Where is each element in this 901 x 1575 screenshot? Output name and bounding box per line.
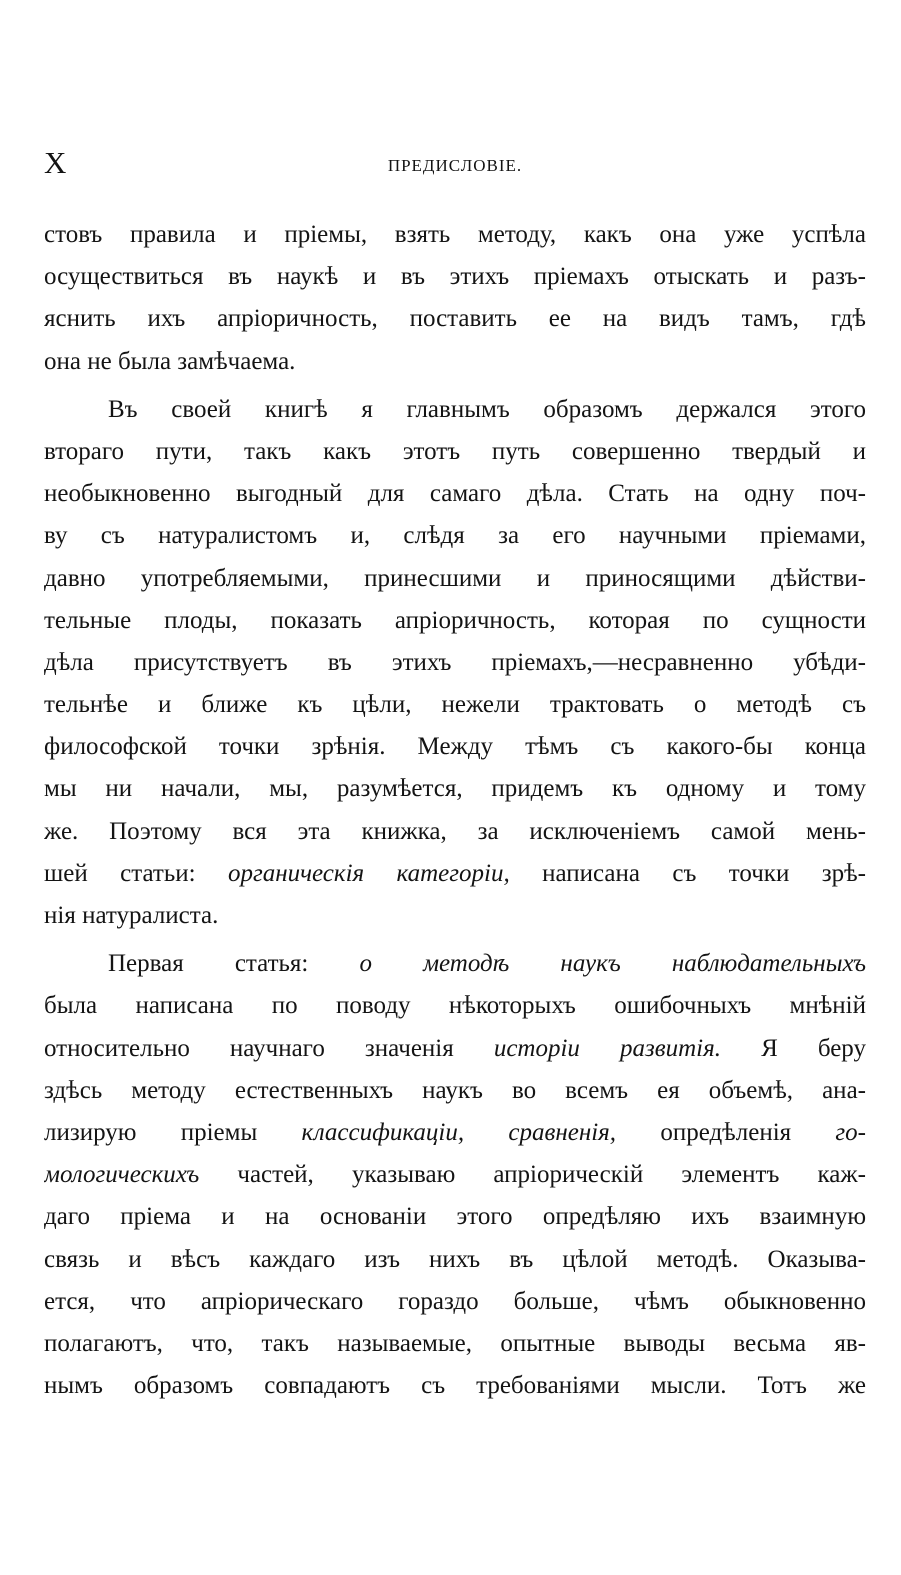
paragraph xyxy=(44,214,866,383)
paragraph xyxy=(44,389,866,937)
text-line: осуществиться въ наукѣ и въ этихъ пріемахъ отыскать и разъ- xyxy=(44,263,866,291)
text-line: была написана по поводу нѣкоторыхъ ошибочныхъ мнѣній xyxy=(44,992,866,1020)
text-line: ву съ натуралистомъ и, слѣдя за его научными пріемами, xyxy=(44,522,866,550)
italic-term: о методѣ наукъ наблюдательныхъ xyxy=(359,950,866,978)
text-line: дѣла присутствуетъ въ этихъ пріемахъ,—несравненно убѣди- xyxy=(44,648,866,676)
text-line: тельнѣе и ближе къ цѣли, нежели трактовать о методѣ съ xyxy=(44,691,866,719)
italic-term: органическія категоріи, xyxy=(227,859,510,887)
paragraph xyxy=(44,943,866,1407)
text-line: нымъ образомъ совпадаютъ съ требованіями мысли. Тотъ же xyxy=(44,1372,866,1400)
text-line: нія натуралиста. xyxy=(44,902,219,929)
italic-term: го- xyxy=(835,1118,866,1146)
body-text xyxy=(44,214,866,1407)
page-number: X xyxy=(44,145,68,180)
text-line: стовъ правила и пріемы, взять методу, какъ она уже успѣла xyxy=(44,221,866,248)
text-line: здѣсь методу естественныхъ наукъ во всемъ ея объемѣ, ана- xyxy=(44,1076,866,1104)
text-line: давно употребляемыми, принесшими и приносящими дѣйстви- xyxy=(44,564,866,592)
text-line: мологическихъ частей, указываю апріорическій элементъ каж- xyxy=(44,1161,866,1189)
italic-term: исторіи развитія. xyxy=(493,1034,721,1062)
running-title: ПРЕДИСЛОВІЕ. xyxy=(387,156,523,175)
text-line: даго пріема и на основаніи этого опредѣляю ихъ взаимную xyxy=(44,1203,866,1231)
text-line: лизирую пріемы классификаціи, сравненія, опредѣленія го- xyxy=(44,1118,866,1146)
italic-term: классификаціи, сравненія, xyxy=(301,1118,617,1146)
text-line: она не была замѣчаема. xyxy=(44,347,296,375)
text-line: необыкновенно выгодный для самаго дѣла. Стать на одну поч- xyxy=(44,480,866,508)
text-line: шей статьи: органическія категоріи, написана съ точки зрѣ- xyxy=(44,859,866,887)
text-line: связь и вѣсъ каждаго изъ нихъ въ цѣлой методѣ. Оказыва- xyxy=(44,1245,866,1273)
text-line: ется, что апріорическаго гораздо больше, чѣмъ обыкновенно xyxy=(44,1287,866,1315)
text-line: тельные плоды, показать апріоричность, которая по сущности xyxy=(44,606,866,634)
text-line: Въ своей книгѣ я главнымъ образомъ держался этого xyxy=(108,395,866,423)
page-header xyxy=(44,146,866,186)
text-line: мы ни начали, мы, разумѣется, придемъ къ одному и тому xyxy=(44,775,866,803)
text-line: же. Поэтому вся эта книжка, за исключеніемъ самой мень- xyxy=(44,817,866,845)
text-line: относительно научнаго значенія исторіи развитія. Я беру xyxy=(44,1034,866,1062)
text-line: втораго пути, такъ какъ этотъ путь совершенно твердый и xyxy=(44,437,866,465)
text-line: яснить ихъ апріоричность, поставить ее на видъ тамъ, гдѣ xyxy=(44,305,866,333)
text-line: полагаютъ, что, такъ называемые, опытные выводы весьма яв- xyxy=(44,1329,866,1357)
text-line: Первая статья: о методѣ наукъ наблюдательныхъ xyxy=(108,950,866,978)
italic-term: мологическихъ xyxy=(44,1161,200,1189)
text-line: философской точки зрѣнія. Между тѣмъ съ какого-бы конца xyxy=(44,733,866,761)
